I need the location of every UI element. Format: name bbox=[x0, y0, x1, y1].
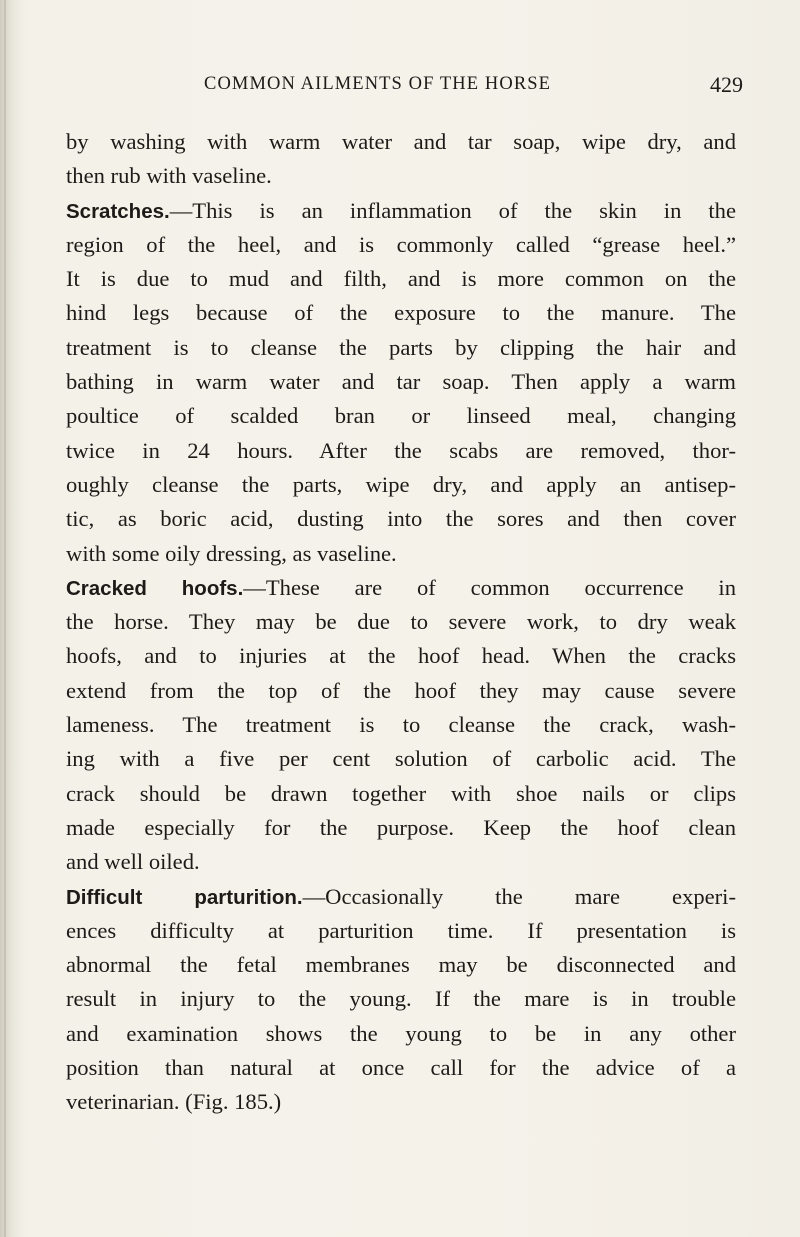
line-text: treatment is to cleanse the parts by clipping the hair and bbox=[66, 334, 736, 360]
line-text: —This is an inflammation of the skin in the bbox=[169, 197, 736, 223]
line-text: poultice of scalded bran or linseed meal, changing bbox=[66, 403, 736, 429]
text-line bbox=[66, 1051, 736, 1085]
text-line bbox=[66, 125, 736, 159]
line-text: then rub with vaseline. bbox=[66, 163, 272, 189]
line-text: abnormal the fetal membranes may be disconnected and bbox=[66, 952, 736, 978]
text-line bbox=[66, 262, 736, 296]
text-line bbox=[66, 502, 736, 536]
running-head-title: COMMON AILMENTS OF THE HORSE bbox=[204, 74, 552, 94]
line-text: twice in 24 hours. After the scabs are removed, thor- bbox=[66, 437, 736, 463]
text-line bbox=[66, 982, 736, 1016]
page-number: 429 bbox=[710, 72, 743, 97]
line-text: —These are of common occurrence in bbox=[243, 574, 736, 600]
text-line bbox=[66, 399, 736, 433]
line-text: the horse. They may be due to severe work, to dry weak bbox=[66, 609, 736, 635]
text-line bbox=[66, 159, 736, 193]
text-line bbox=[66, 777, 736, 811]
line-text: with some oily dressing, as vaseline. bbox=[66, 540, 397, 566]
text-line bbox=[66, 845, 736, 879]
line-text: crack should be drawn together with shoe nails or clips bbox=[66, 780, 736, 806]
text-line bbox=[66, 811, 736, 845]
running-head bbox=[0, 74, 800, 100]
line-text: hind legs because of the exposure to the manure. The bbox=[66, 300, 736, 326]
text-line bbox=[66, 296, 736, 330]
line-text: hoofs, and to injuries at the hoof head. When the cracks bbox=[66, 643, 736, 669]
text-line bbox=[66, 1017, 736, 1051]
line-text: tic, as boric acid, dusting into the sores and then cover bbox=[66, 506, 736, 532]
line-text: position than natural at once call for the advice of a bbox=[66, 1055, 736, 1081]
line-text: oughly cleanse the parts, wipe dry, and apply an antisep- bbox=[66, 471, 736, 497]
text-line bbox=[66, 914, 736, 948]
text-line bbox=[66, 605, 736, 639]
line-text: ing with a five per cent solution of carbolic acid. The bbox=[66, 746, 736, 772]
text-line bbox=[66, 537, 736, 571]
body-text bbox=[66, 125, 736, 1120]
text-line bbox=[66, 331, 736, 365]
line-text: result in injury to the young. If the mare is in trouble bbox=[66, 986, 736, 1012]
binding-edge bbox=[4, 0, 6, 1237]
text-line bbox=[66, 880, 736, 914]
text-line bbox=[66, 228, 736, 262]
line-text: and well oiled. bbox=[66, 849, 200, 875]
line-text: region of the heel, and is commonly called “grease heel.” bbox=[66, 231, 736, 257]
text-line bbox=[66, 948, 736, 982]
line-text: lameness. The treatment is to cleanse the crack, wash- bbox=[66, 712, 736, 738]
line-text: ences difficulty at parturition time. If presentation is bbox=[66, 917, 736, 943]
line-text: —Occasionally the mare experi- bbox=[302, 883, 736, 909]
text-line bbox=[66, 365, 736, 399]
text-line bbox=[66, 1085, 736, 1119]
text-line bbox=[66, 639, 736, 673]
line-text: extend from the top of the hoof they may cause severe bbox=[66, 677, 736, 703]
run-in-heading: Difficult parturition. bbox=[66, 885, 303, 909]
line-text: It is due to mud and filth, and is more common on the bbox=[66, 266, 736, 292]
line-text: by washing with warm water and tar soap, wipe dry, and bbox=[66, 129, 736, 154]
line-text: veterinarian. (Fig. 185.) bbox=[66, 1089, 282, 1115]
line-text: made especially for the purpose. Keep the hoof clean bbox=[66, 814, 736, 840]
text-line bbox=[66, 434, 736, 468]
text-line bbox=[66, 194, 736, 228]
run-in-heading: Scratches. bbox=[66, 199, 170, 223]
line-text: bathing in warm water and tar soap. Then apply a warm bbox=[66, 369, 736, 395]
run-in-heading: Cracked hoofs. bbox=[66, 576, 244, 600]
line-text: and examination shows the young to be in any other bbox=[66, 1020, 736, 1046]
text-line bbox=[66, 742, 736, 776]
text-line bbox=[66, 708, 736, 742]
text-line bbox=[66, 571, 736, 605]
text-line bbox=[66, 674, 736, 708]
text-line bbox=[66, 468, 736, 502]
